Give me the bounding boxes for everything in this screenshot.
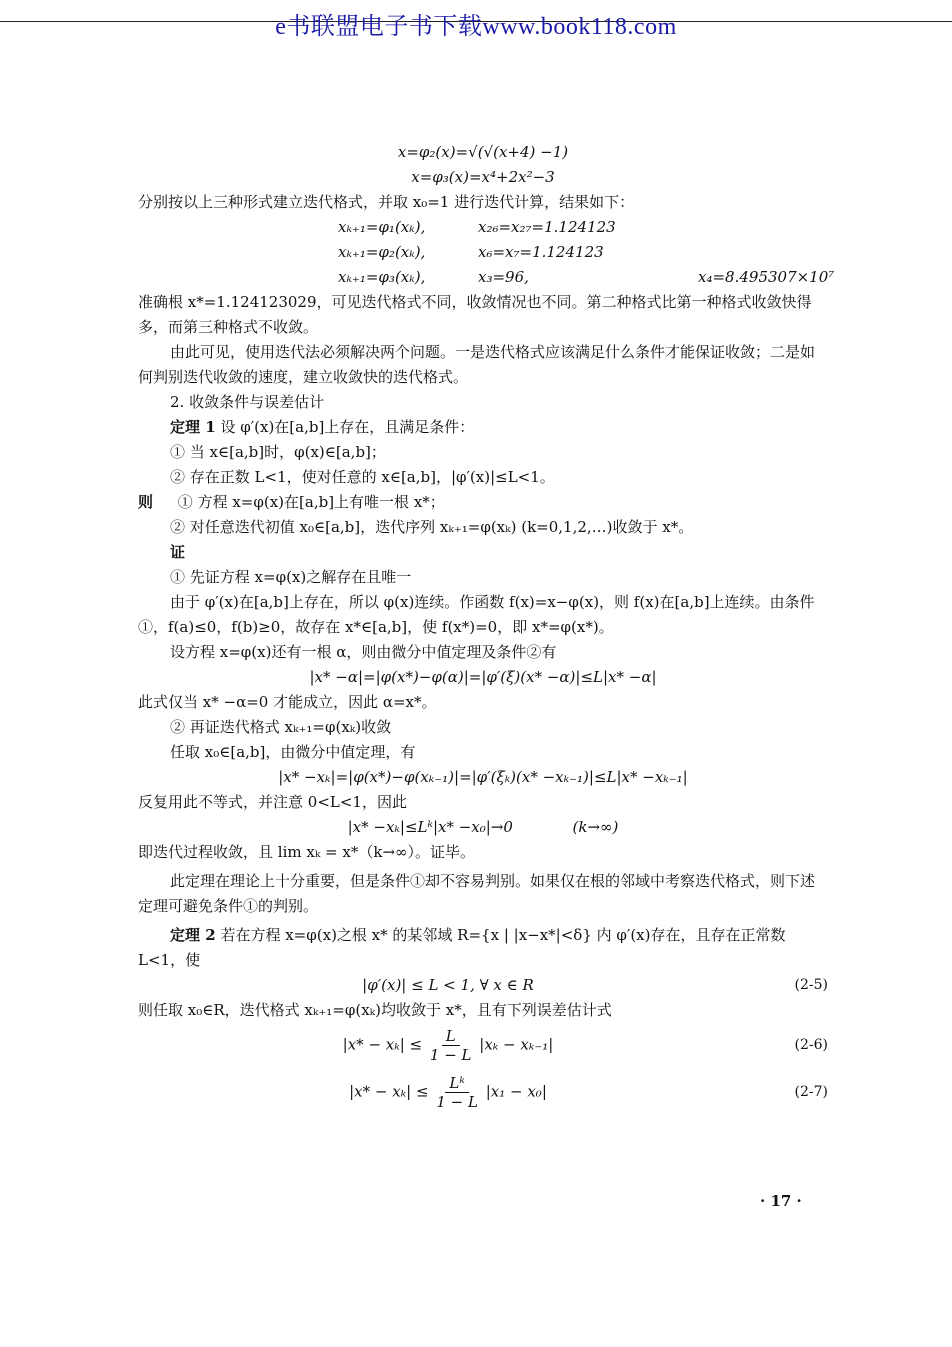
theorem-1-text: 设 φ′(x)在[a,b]上存在，且满足条件：	[220, 418, 475, 436]
proof-step-6: 任取 x₀∈[a,b]，由微分中值定理，有	[170, 743, 416, 761]
equation-phi3: x=φ₃(x)=x⁴+2x²−3	[411, 168, 555, 186]
fraction	[436, 1074, 478, 1111]
fraction	[430, 1027, 472, 1064]
equation-2-6-tag: (2-6)	[794, 1037, 828, 1053]
equation-limit-condition: (k→∞)	[572, 818, 619, 836]
banner-text: e书联盟电子书下载www.book118.com	[275, 14, 677, 40]
condition-1: ① 当 x∈[a,b]时，φ(x)∈[a,b]；	[170, 443, 386, 461]
problem-paragraph: 由此可见，使用迭代法必须解决两个问题。一是迭代格式应该满足什么条件才能保证收敛；二是如何判别迭代收敛的速度，建立收敛快的迭代格式。	[138, 343, 816, 386]
condition-2: ② 存在正数 L<1，使对任意的 x∈[a,b]，|φ′(x)|≤L<1。	[170, 468, 555, 486]
theorem-1	[138, 415, 828, 440]
iteration-result: x₃=96,	[478, 268, 529, 286]
theorem-1-label: 定理 1	[170, 418, 216, 436]
fraction-numerator: L	[442, 1027, 460, 1046]
exact-root-paragraph: 准确根 x*=1.124123029，可见迭代格式不同，收敛情况也不同。第二种格式比第一种格式收敛快得多，而第三种格式不收敛。	[138, 293, 812, 336]
equation-2-5-tag: (2-5)	[794, 977, 828, 993]
intro-paragraph: 分别按以上三种形式建立迭代格式，并取 x₀=1 进行迭代计算，结果如下：	[138, 193, 635, 211]
proof-step-5: ② 再证迭代格式 xₖ₊₁=φ(xₖ)收敛	[170, 718, 392, 736]
equation-2-7	[138, 1074, 828, 1111]
proof-step-3: 设方程 x=φ(x)还有一根 α，则由微分中值定理及条件②有	[170, 643, 557, 661]
page-number: · 17 ·	[760, 1192, 802, 1210]
remark-paragraph: 此定理在理论上十分重要，但是条件①却不容易判别。如果仅在根的邻域中考察迭代格式，则下述定理可避免条件①的判别。	[138, 872, 816, 915]
theorem-2-text: 若在方程 x=φ(x)之根 x* 的某邻域 R={x | |x−x*|<δ} 内 φ′(x)存在，且存在正常数 L<1，使	[138, 926, 786, 969]
equation-2-7-tag: (2-7)	[794, 1084, 828, 1100]
equation-2-6	[138, 1027, 828, 1064]
section-heading: 2. 收敛条件与误差估计	[170, 393, 325, 411]
proof-step-7: 反复用此不等式，并注意 0<L<1，因此	[138, 793, 407, 811]
watermark-banner	[0, 4, 952, 38]
proof-step-1: ① 先证方程 x=φ(x)之解存在且唯一	[170, 568, 412, 586]
equation-2-5-expr: |φ′(x)| ≤ L < 1, ∀ x ∈ R	[362, 976, 534, 994]
iteration-result: x₆=x₇=1.124123	[478, 243, 604, 261]
iteration-row-1	[138, 215, 828, 240]
result-1-text: ① 方程 x=φ(x)在[a,b]上有唯一根 x*；	[177, 493, 445, 511]
equation-2-6-left: |x* − xₖ| ≤	[342, 1035, 423, 1054]
iteration-result: x₂₆=x₂₇=1.124123	[478, 218, 616, 236]
then-label: 则	[138, 493, 154, 511]
fraction-denominator: 1 − L	[436, 1093, 478, 1111]
iteration-formula: xₖ₊₁=φ₃(xₖ),	[338, 268, 426, 286]
iteration-row-3	[138, 265, 835, 290]
proof-conclusion: 即迭代过程收敛，且 lim xₖ = x*（k→∞）。证毕。	[138, 843, 476, 861]
result-1	[138, 490, 828, 515]
fraction-denominator: 1 − L	[429, 1046, 472, 1064]
iteration-formula: xₖ₊₁=φ₁(xₖ),	[338, 218, 426, 236]
proof-label: 证	[170, 543, 186, 561]
fraction-numerator: Lᵏ	[445, 1074, 468, 1093]
theorem-2-label: 定理 2	[170, 926, 216, 944]
equation-limit	[138, 815, 828, 840]
iteration-result: x₄=8.495307×10⁷	[698, 268, 835, 286]
page-content	[138, 140, 835, 1111]
equation-step: |x* −xₖ|=|φ(x*)−φ(xₖ₋₁)|=|φ′(ξₖ)(x* −xₖ₋₁)|≤L|x* −xₖ₋₁|	[278, 768, 688, 786]
equation-phi2: x=φ₂(x)=√(√(x+4) −1)	[397, 143, 569, 161]
equation-limit-expr: |x* −xₖ|≤Lᵏ|x* −x₀|→0	[347, 818, 513, 836]
equation-2-7-left: |x* − xₖ| ≤	[349, 1082, 429, 1101]
equation-2-7-right: |x₁ − x₀|	[485, 1082, 547, 1101]
theorem-2	[138, 923, 828, 973]
theorem-2-continuation: 则任取 x₀∈R，迭代格式 xₖ₊₁=φ(xₖ)均收敛于 x*，且有下列误差估计式	[138, 1001, 612, 1019]
proof-step-2: 由于 φ′(x)在[a,b]上存在，所以 φ(x)连续。作函数 f(x)=x−φ(x)，则 f(x)在[a,b]上连续。由条件①，f(a)≤0，f(b)≥0，故存在 x*∈[a,b]，使 f(x*)=0，即 x*=φ(x*)。	[138, 593, 815, 636]
proof-step-4: 此式仅当 x* −α=0 才能成立，因此 α=x*。	[138, 693, 437, 711]
result-2: ② 对任意迭代初值 x₀∈[a,b]，迭代序列 xₖ₊₁=φ(xₖ) (k=0,1,2,…)收敛于 x*。	[170, 518, 694, 536]
equation-alpha: |x* −α|=|φ(x*)−φ(α)|=|φ′(ξ)(x* −α)|≤L|x* −α|	[309, 668, 657, 686]
iteration-row-2	[138, 240, 828, 265]
iteration-formula: xₖ₊₁=φ₂(xₖ),	[338, 243, 426, 261]
equation-2-6-right: |xₖ − xₖ₋₁|	[479, 1035, 554, 1054]
equation-2-5	[138, 973, 828, 998]
